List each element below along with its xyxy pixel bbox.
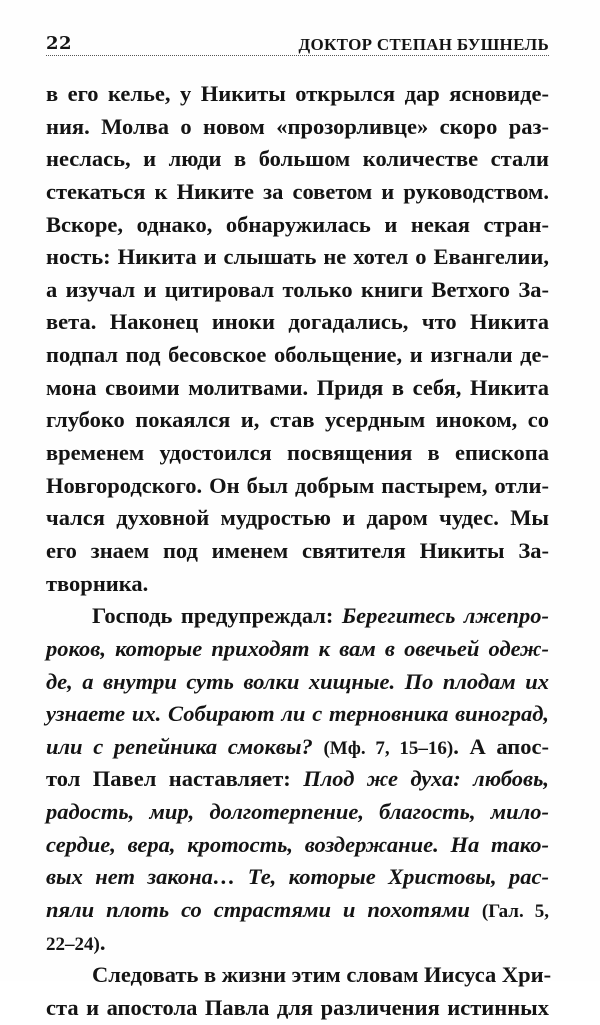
running-header <box>46 33 549 53</box>
text-line <box>46 502 549 535</box>
page-number: 22 <box>46 33 73 54</box>
text-line <box>46 437 549 470</box>
italic-quote-text: вых нет закона… Те, которые Христовы, рас- <box>46 864 549 890</box>
text-segment: Вскоре, однако, обнаружилась и некая стран- <box>46 211 549 237</box>
text-line <box>46 372 549 405</box>
italic-quote-text: узнаете их. Собирают ли с терновника виноград, <box>46 701 549 727</box>
text-segment: стекаться к Никите за советом и руководством. <box>46 178 549 204</box>
italic-quote-text: пяли плоть со страстями и похотями <box>46 897 482 923</box>
header-rule <box>46 55 549 56</box>
text-segment: тол Павел наставляет: <box>46 766 304 792</box>
text-segment: глубоко покаялся и, став усердным иноком, со <box>46 407 549 433</box>
text-segment: творника. <box>46 570 149 596</box>
text-segment: ность: Никита и слышать не хотел о Евангелии, <box>46 244 549 270</box>
italic-quote-text: де, а внутри суть волки хищные. По плодам их <box>46 668 549 694</box>
text-line <box>46 763 549 796</box>
text-segment: Новгородского. Он был добрым пастырем, отли- <box>46 472 549 498</box>
text-line <box>46 241 549 274</box>
text-segment: ста и апостола Павла для различения истинных <box>46 994 549 1020</box>
italic-quote-text: Плод же духа: любовь, <box>303 766 549 792</box>
scripture-reference: 22–24) <box>46 933 100 955</box>
text-line <box>46 78 549 111</box>
scripture-reference: (Гал. 5, <box>481 901 550 923</box>
text-line <box>46 176 549 209</box>
text-segment: неслась, и люди в большом количестве стали <box>46 146 549 172</box>
text-line <box>46 992 549 1025</box>
text-line <box>46 861 549 894</box>
text-segment: а изучал и цитировал только книги Ветхого За- <box>46 276 549 302</box>
text-line <box>46 568 549 601</box>
body-text <box>46 78 552 1025</box>
text-segment: в его келье, у Никиты открылся дар ясновиде- <box>46 81 549 106</box>
text-segment: мона своими молитвами. Придя в себя, Никита <box>46 374 549 400</box>
text-line <box>46 600 549 633</box>
text-line <box>46 959 552 992</box>
italic-quote-text: или с репейника смоквы? <box>46 733 324 759</box>
text-segment: ния. Молва о новом «прозорливце» скоро раз- <box>46 113 549 139</box>
text-segment: . <box>99 929 106 955</box>
text-segment: подпал под бесовское обольщение, и изгнали де- <box>46 342 549 368</box>
text-line <box>46 470 549 503</box>
text-line <box>46 796 549 829</box>
text-line <box>46 306 549 339</box>
text-line <box>46 274 549 307</box>
text-line <box>46 339 549 372</box>
italic-quote-text: Берегитесь лжепро- <box>341 603 549 629</box>
italic-quote-text: радость, мир, долготерпение, благость, мило- <box>46 799 549 825</box>
text-line <box>46 209 549 242</box>
text-segment: Следовать в жизни этим словам Иисуса Хри- <box>92 962 552 988</box>
text-segment: его знаем под именем святителя Никиты За- <box>46 537 549 563</box>
text-line <box>46 404 549 437</box>
text-line <box>46 927 549 960</box>
italic-quote-text: роков, которые приходят к вам в овечьей одеж- <box>46 635 549 661</box>
text-segment: чался духовной мудростью и даром чудес. Мы <box>46 505 549 531</box>
text-line <box>46 698 549 731</box>
text-line <box>46 633 549 666</box>
text-line <box>46 666 549 699</box>
text-line <box>46 535 549 568</box>
scripture-reference: (Мф. 7, 15–16) <box>323 737 454 759</box>
text-line <box>46 731 549 764</box>
text-line <box>46 894 549 927</box>
text-line <box>46 829 549 862</box>
text-line <box>46 111 549 144</box>
text-line <box>46 143 549 176</box>
italic-quote-text: сердие, вера, кротость, воздержание. На тако- <box>46 831 549 857</box>
running-title: ДОКТОР СТЕПАН БУШНЕЛЬ <box>298 35 549 54</box>
text-segment: вета. Наконец иноки догадались, что Никита <box>46 309 549 335</box>
text-segment: Господь предупреждал: <box>92 603 342 629</box>
text-segment: временем удостоился посвящения в епископа <box>46 440 549 466</box>
text-segment: . А апос- <box>453 733 549 759</box>
